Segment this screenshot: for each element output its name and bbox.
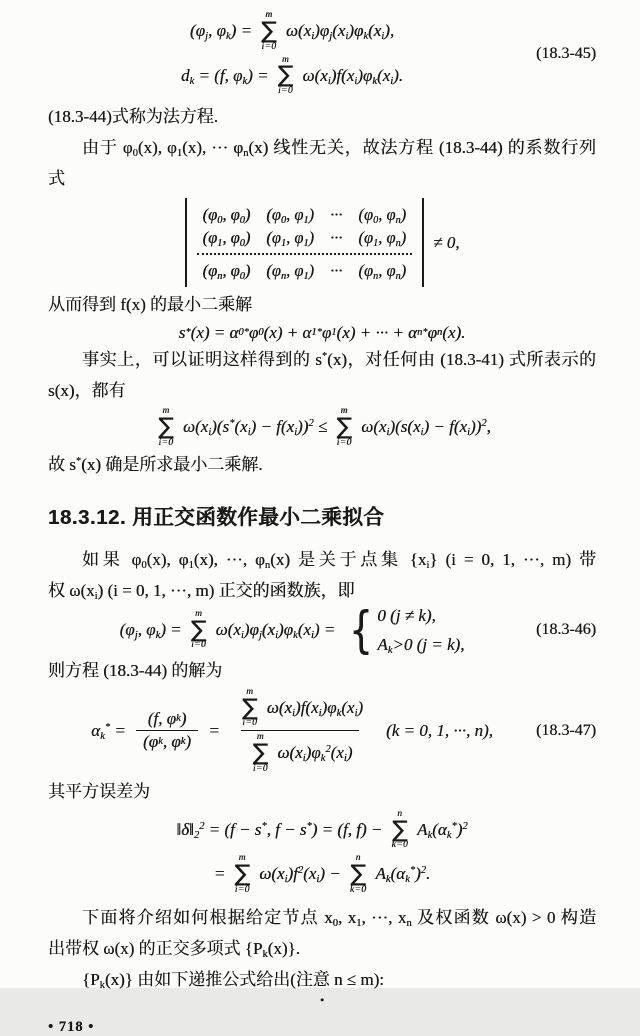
not-equal-zero: ≠ 0, bbox=[433, 232, 460, 252]
fraction-numerator bbox=[230, 686, 370, 731]
det-cell: ($\varphi_0$, $\varphi_1$) bbox=[266, 204, 314, 226]
equation-inequality bbox=[48, 406, 596, 449]
det-cell: ($\varphi_n$, $\varphi_1$) bbox=[266, 260, 314, 282]
eq46-mid: $\omega(x_i)\varphi_j(x_i)\varphi_k(x_i)$ = bbox=[211, 620, 340, 642]
sum-lower-limit: i=0 bbox=[252, 763, 268, 774]
paragraph-conclusion: 故 s*(x) 确是所求最小二乘解. bbox=[48, 454, 263, 474]
determinant-row bbox=[195, 259, 415, 282]
determinant-row bbox=[195, 226, 415, 249]
paragraph-below-line2: 出带权 ω(x) 的正交多项式 $\{P_k(x)\}$. bbox=[48, 938, 300, 960]
equation-block-18-3-46 bbox=[48, 601, 596, 660]
sum-upper-limit: m bbox=[246, 686, 254, 697]
sum-lower-limit: i=0 bbox=[234, 884, 250, 895]
det-cell: ($\varphi_1$, $\varphi_n$) bbox=[358, 227, 407, 249]
summation-symbol bbox=[278, 55, 294, 98]
determinant-row bbox=[195, 203, 415, 226]
summation-symbol bbox=[158, 406, 174, 449]
paragraph-if-line2: 权 $\omega(x_i) (i = 0$, 1, ···, m) 正交的函数族，即 bbox=[48, 580, 355, 602]
eq45-line2 bbox=[48, 55, 536, 98]
det-cell: ($\varphi_0$, $\varphi_0$) bbox=[202, 204, 251, 226]
det-cell: ($\varphi_0$, $\varphi_n$) bbox=[358, 204, 407, 226]
delta-lhs: $‖\delta‖_2^2 = (f - s^*$, f − s*) = (f, f) − bbox=[176, 819, 387, 841]
eq45-line1 bbox=[48, 10, 536, 53]
delta2-rhs: $A_k(\alpha_k^*)^2$. bbox=[371, 864, 431, 886]
sum-lower-limit: k=0 bbox=[349, 884, 367, 895]
paragraph-recurrence: $\{P_k(x)\}$ 由如下递推公式给出(注意 n ≤ m): bbox=[82, 969, 384, 991]
eq47-range: (k = 0, 1, ···, n), bbox=[386, 720, 493, 740]
sigma-glyph: ∑ bbox=[261, 17, 277, 44]
page-number: • 718 • bbox=[48, 1018, 95, 1035]
denominator-terms: $\omega(x_i)\varphi_k^2(x_i)$ bbox=[273, 743, 353, 765]
determinant-matrix bbox=[185, 198, 425, 287]
det-cell: ($\varphi_1$, $\varphi_1$) bbox=[266, 227, 314, 249]
sum-lower-limit: k=0 bbox=[391, 840, 409, 851]
sigma-glyph: ∑ bbox=[190, 616, 207, 643]
sum-upper-limit: n bbox=[397, 808, 403, 819]
sum-upper-limit: m bbox=[340, 406, 348, 417]
equation-delta-line2 bbox=[48, 853, 596, 896]
sigma-glyph: ∑ bbox=[336, 413, 352, 440]
paragraph-square-error: 其平方误差为 bbox=[48, 781, 150, 801]
sigma-glyph: ∑ bbox=[242, 694, 258, 721]
sum-lower-limit: i=0 bbox=[277, 86, 293, 97]
eq47-equals: = bbox=[204, 720, 225, 740]
det-ellipsis: ··· bbox=[330, 204, 343, 224]
delta-rhs: $A_k(\alpha_k^*)^2$ bbox=[413, 819, 468, 841]
sigma-glyph: ∑ bbox=[277, 62, 294, 89]
sum-upper-limit: m bbox=[256, 732, 265, 743]
paragraph-fact-line2: s(x)，都有 bbox=[48, 381, 126, 401]
equation-number-47: (18.3-47) bbox=[536, 721, 596, 739]
eq45-line1-lhs: ($\varphi_j$, $\varphi_k$) = bbox=[189, 21, 257, 43]
delta2-mid: $\omega(x_i)f^2(x_i)$ − bbox=[255, 864, 345, 886]
cases-block bbox=[377, 606, 464, 655]
equation-number-46: (18.3-46) bbox=[536, 621, 596, 639]
sum-upper-limit: m bbox=[238, 853, 246, 864]
equation-block-18-3-47 bbox=[48, 686, 596, 776]
summation-symbol bbox=[392, 809, 409, 852]
inequality-right: $\omega(x_i)(s(x_i) - f(x_i))^2$, bbox=[356, 417, 491, 439]
paragraph-then-solution: 则方程 (18.3-44) 的解为 bbox=[48, 660, 223, 680]
sum-lower-limit: i=0 bbox=[261, 41, 277, 52]
fraction-numerator: (f, φ k ) bbox=[147, 709, 187, 729]
summation-symbol bbox=[350, 853, 367, 896]
section-title: 用正交函数作最小二乘拟合 bbox=[132, 505, 385, 529]
determinant-dotted-divider bbox=[197, 253, 413, 255]
case-not-equal: 0 (j ≠ k), bbox=[377, 605, 436, 625]
det-cell: ($\varphi_1$, $\varphi_0$) bbox=[202, 227, 251, 249]
equation-block-18-3-45 bbox=[48, 10, 596, 97]
sum-upper-limit: m bbox=[162, 406, 170, 417]
sigma-glyph: ∑ bbox=[158, 413, 174, 440]
delta2-equals: = bbox=[213, 864, 230, 884]
eq45-lines bbox=[48, 10, 536, 97]
summation-symbol bbox=[336, 406, 352, 449]
paragraph-below-line1: 下面将介绍如何根据给定节点 $x_0$, $x_1$, ···, $x_n$ 及权函数 ω(x) > 0 构造 bbox=[82, 907, 597, 929]
det-ellipsis: ··· bbox=[330, 260, 343, 280]
section-heading bbox=[48, 500, 596, 530]
paragraph-if-line1: 如果 $\varphi_0(x)$, $\varphi_1(x)$, ···, $\varphi_n(x)$ 是关于点集 $\{x_i\} (i = 0$, 1, ···, m) 带 bbox=[82, 549, 597, 571]
fraction-sums bbox=[230, 686, 370, 776]
det-cell: ($\varphi_n$, $\varphi_n$) bbox=[358, 260, 407, 282]
left-brace: { bbox=[349, 601, 374, 660]
equation-delta-line1 bbox=[48, 809, 596, 852]
sigma-glyph: ∑ bbox=[350, 861, 366, 888]
inequality-left: $\omega(x_i)(s^*(x_i) - f(x_i))^2$ ≤ bbox=[178, 417, 332, 439]
fraction-denominator: (φ k , φ k ) bbox=[136, 730, 198, 753]
summation-symbol bbox=[191, 609, 207, 652]
fraction-denominator bbox=[241, 730, 360, 776]
det-ellipsis: ··· bbox=[330, 227, 343, 247]
eq47-lhs: $\alpha_k^*$ = bbox=[91, 720, 130, 742]
eq46-lhs: ($\varphi_j$, $\varphi_k$) = bbox=[119, 620, 186, 642]
sum-upper-limit: m bbox=[194, 608, 203, 619]
sum-upper-limit: m bbox=[265, 10, 273, 20]
paragraph-since-line2: 式 bbox=[48, 169, 65, 189]
section-number: 18.3.12. bbox=[48, 505, 127, 529]
sum-lower-limit: i=0 bbox=[191, 640, 207, 651]
case-equal: $A_k>0$ (j = k), bbox=[377, 634, 465, 656]
eq45-line2-rhs: $\omega(x_i)f(x_i)\varphi_k(x_i)$. bbox=[298, 65, 404, 87]
eq45-line1-rhs: $\omega(x_i)\varphi_j(x_i)\varphi_k(x_i)$, bbox=[281, 21, 395, 43]
sigma-glyph: ∑ bbox=[392, 816, 408, 843]
ink-dot-artifact: • bbox=[319, 992, 325, 1007]
summation-symbol bbox=[242, 687, 258, 730]
sum-lower-limit: i=0 bbox=[242, 718, 258, 729]
sum-upper-limit: m bbox=[281, 54, 290, 65]
eq45-line2-lhs: $d_k = (f$, $\varphi_k$) = bbox=[180, 65, 273, 87]
eq47-line bbox=[48, 686, 536, 776]
paragraph-normal-equation: (18.3-44)式称为法方程. bbox=[48, 107, 218, 127]
summation-symbol bbox=[235, 853, 251, 896]
equation-least-squares-solution: s * (x) = α 0 * φ 0 (x) + α 1 * φ 1 (x) + ··· + α n * φ n (x). bbox=[178, 323, 466, 343]
det-cell: ($\varphi_n$, $\varphi_0$) bbox=[202, 260, 251, 282]
determinant-block bbox=[48, 198, 596, 287]
summation-symbol bbox=[253, 732, 269, 775]
paragraph-since-line1: 由于 $\varphi_0(x)$, $\varphi_1(x)$, ··· $\varphi_n(x)$ 线性无关，故法方程 (18.3-44) 的系数行列 bbox=[82, 138, 596, 159]
paragraph-thus: 从而得到 f(x) 的最小二乘解 bbox=[48, 295, 252, 315]
sum-lower-limit: i=0 bbox=[158, 437, 174, 448]
sum-lower-limit: i=0 bbox=[336, 437, 352, 448]
summation-symbol bbox=[261, 10, 277, 53]
paragraph-fact-line1: 事实上，可以证明这样得到的 s*(x)，对任何由 (18.3-41) 式所表示的 bbox=[82, 350, 596, 370]
numerator-terms: $\omega(x_i)f(x_i)\varphi_k(x_i)$ bbox=[262, 697, 364, 719]
sigma-glyph: ∑ bbox=[252, 740, 269, 767]
sigma-glyph: ∑ bbox=[234, 861, 251, 888]
sum-upper-limit: n bbox=[355, 853, 361, 864]
eq46-line bbox=[48, 601, 536, 660]
fraction-inner-products bbox=[136, 708, 198, 753]
equation-number-45: (18.3-45) bbox=[536, 44, 596, 62]
